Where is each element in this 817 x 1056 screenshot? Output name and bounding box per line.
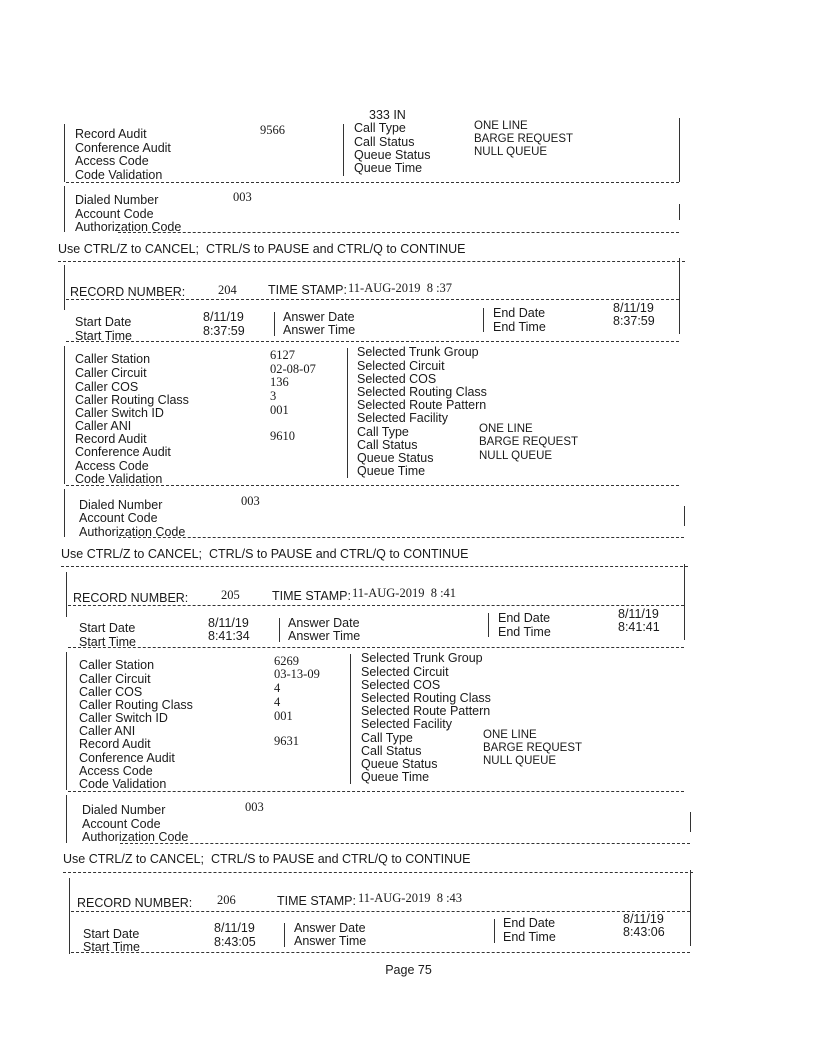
end-sep-bar bbox=[494, 919, 495, 943]
caller-rule bbox=[66, 485, 679, 486]
time-stamp-value: 11-AUG-2019 8 :41 bbox=[352, 586, 457, 600]
end-time-value: 8:37:59 bbox=[613, 314, 655, 328]
start-date-label: Start Date bbox=[75, 315, 132, 329]
record-header-rule bbox=[66, 299, 679, 300]
answer-sep-bar bbox=[284, 923, 285, 947]
fragment-call-type-value: ONE LINE bbox=[474, 120, 528, 132]
code-validation-label: Code Validation bbox=[79, 777, 167, 791]
answer-date-label: Answer Date bbox=[294, 921, 366, 935]
fragment-top-label: 333 IN bbox=[369, 108, 406, 122]
fragment-dialed-bar bbox=[64, 186, 65, 232]
start-time-label: Start Time bbox=[79, 635, 136, 649]
end-time-label: End Time bbox=[503, 930, 556, 944]
end-sep-bar bbox=[483, 308, 484, 332]
caller-left-bar bbox=[64, 346, 65, 484]
call-type-label: Call Type bbox=[357, 425, 409, 439]
fragment-access-code-label: Access Code bbox=[75, 154, 149, 168]
call-status-label: Call Status bbox=[357, 438, 418, 452]
call-type-label: Call Type bbox=[361, 731, 413, 745]
answer-sep-bar bbox=[274, 312, 275, 336]
call-status-label: Call Status bbox=[361, 744, 422, 758]
record-audit-label: Record Audit bbox=[79, 737, 151, 751]
authorization-code-label: Authorization Code bbox=[79, 525, 186, 539]
queue-status-value: NULL QUEUE bbox=[479, 450, 553, 462]
queue-status-label: Queue Status bbox=[361, 757, 438, 771]
dialed-right-bar bbox=[684, 506, 685, 526]
fragment-right-bar bbox=[679, 118, 680, 182]
record-number-label: RECORD NUMBER: bbox=[70, 285, 186, 299]
fragment-authorization-code-label: Authorization Code bbox=[75, 220, 182, 234]
end-sep-bar bbox=[488, 613, 489, 637]
time-stamp-label: TIME STAMP: bbox=[272, 589, 351, 603]
caller-station-label: Caller Station bbox=[75, 352, 151, 366]
caller-routing-class-value: 4 bbox=[274, 695, 281, 709]
selected-circuit-label: Selected Circuit bbox=[357, 359, 445, 373]
account-code-label: Account Code bbox=[79, 511, 158, 525]
time-stamp-value: 11-AUG-2019 8 :37 bbox=[348, 281, 453, 295]
record-number-label: RECORD NUMBER: bbox=[77, 896, 193, 910]
account-code-label: Account Code bbox=[82, 817, 161, 831]
selected-trunk-group-label: Selected Trunk Group bbox=[361, 651, 483, 665]
record-top-rule bbox=[61, 566, 688, 567]
start-date-label: Start Date bbox=[79, 621, 136, 635]
call-status-value: BARGE REQUEST bbox=[479, 436, 579, 448]
queue-status-label: Queue Status bbox=[357, 451, 434, 465]
record-right-bar bbox=[679, 258, 680, 334]
caller-circuit-label: Caller Circuit bbox=[79, 672, 151, 686]
record-header-rule bbox=[71, 911, 690, 912]
queue-status-value: NULL QUEUE bbox=[483, 755, 557, 767]
conference-audit-label: Conference Audit bbox=[75, 445, 171, 459]
caller-circuit-label: Caller Circuit bbox=[75, 366, 147, 380]
caller-ani-label: Caller ANI bbox=[75, 419, 132, 433]
start-time-value: 8:37:59 bbox=[203, 324, 245, 338]
dates-rule bbox=[68, 647, 684, 648]
record-audit-value: 9631 bbox=[274, 734, 299, 748]
call-type-value: ONE LINE bbox=[483, 729, 537, 741]
fragment-divider bbox=[66, 182, 679, 183]
fragment-bottom-divider bbox=[118, 232, 679, 233]
caller-cos-label: Caller COS bbox=[75, 380, 139, 394]
caller-cos-label: Caller COS bbox=[79, 685, 143, 699]
start-date-value: 8/11/19 bbox=[214, 921, 255, 935]
selected-circuit-label: Selected Circuit bbox=[361, 665, 449, 679]
fragment-queue-time-label: Queue Time bbox=[354, 161, 423, 175]
dates-rule bbox=[71, 952, 690, 953]
fragment-call-type-label: Call Type bbox=[354, 121, 406, 135]
caller-station-value: 6269 bbox=[274, 654, 299, 668]
record-top-rule bbox=[63, 872, 693, 873]
caller-routing-class-value: 3 bbox=[270, 389, 277, 403]
dialed-rule bbox=[118, 537, 684, 538]
end-date-value: 8/11/19 bbox=[623, 912, 664, 926]
selected-cos-label: Selected COS bbox=[357, 372, 437, 386]
fragment-record-audit-value: 9566 bbox=[260, 123, 285, 137]
end-date-label: End Date bbox=[493, 306, 546, 320]
record-header-rule bbox=[68, 605, 684, 606]
selected-route-pattern-label: Selected Route Pattern bbox=[357, 398, 487, 412]
fragment-call-status-label: Call Status bbox=[354, 135, 415, 149]
time-stamp-label: TIME STAMP: bbox=[268, 283, 347, 297]
dialed-left-bar bbox=[64, 489, 65, 537]
queue-time-label: Queue Time bbox=[361, 770, 430, 784]
record-left-bar bbox=[64, 265, 65, 310]
caller-rule bbox=[68, 791, 684, 792]
answer-sep-bar bbox=[279, 618, 280, 642]
caller-station-label: Caller Station bbox=[79, 658, 155, 672]
start-time-label: Start Time bbox=[75, 329, 132, 343]
answer-time-label: Answer Time bbox=[294, 934, 367, 948]
record-left-bar bbox=[69, 878, 70, 954]
dialed-number-label: Dialed Number bbox=[82, 803, 166, 817]
caller-circuit-value: 02-08-07 bbox=[270, 362, 316, 376]
caller-switch-id-label: Caller Switch ID bbox=[75, 406, 164, 420]
fragment-account-code-label: Account Code bbox=[75, 207, 154, 221]
continue-prompt: Use CTRL/Z to CANCEL; CTRL/S to PAUSE and CTRL/Q to CONTINUE bbox=[58, 242, 466, 256]
fragment-left-bar bbox=[64, 124, 65, 182]
page-number: Page 75 bbox=[385, 963, 432, 977]
access-code-label: Access Code bbox=[75, 459, 149, 473]
call-type-value: ONE LINE bbox=[479, 423, 533, 435]
end-time-label: End Time bbox=[498, 625, 551, 639]
caller-routing-class-label: Caller Routing Class bbox=[75, 393, 189, 407]
caller-routing-class-label: Caller Routing Class bbox=[79, 698, 193, 712]
caller-ani-label: Caller ANI bbox=[79, 724, 136, 738]
record-audit-label: Record Audit bbox=[75, 432, 147, 446]
caller-switch-id-value: 001 bbox=[270, 403, 289, 417]
fragment-mid-bar bbox=[343, 124, 344, 176]
caller-cos-value: 136 bbox=[270, 375, 289, 389]
fragment-queue-status-label: Queue Status bbox=[354, 148, 431, 162]
answer-time-label: Answer Time bbox=[288, 629, 361, 643]
fragment-conference-audit-label: Conference Audit bbox=[75, 141, 171, 155]
record-number-label: RECORD NUMBER: bbox=[73, 591, 189, 605]
answer-date-label: Answer Date bbox=[283, 310, 355, 324]
call-status-value: BARGE REQUEST bbox=[483, 742, 583, 754]
answer-time-label: Answer Time bbox=[283, 323, 356, 337]
fragment-call-status-value: BARGE REQUEST bbox=[474, 133, 574, 145]
end-date-value: 8/11/19 bbox=[618, 607, 659, 621]
fragment-code-validation-label: Code Validation bbox=[75, 168, 163, 182]
caller-switch-id-value: 001 bbox=[274, 709, 293, 723]
caller-switch-id-label: Caller Switch ID bbox=[79, 711, 168, 725]
dialed-number-label: Dialed Number bbox=[79, 498, 163, 512]
record-top-rule bbox=[58, 261, 685, 262]
dialed-rule bbox=[120, 843, 690, 844]
authorization-code-label: Authorization Code bbox=[82, 830, 189, 844]
access-code-label: Access Code bbox=[79, 764, 153, 778]
record-left-bar bbox=[66, 572, 67, 617]
selected-trunk-group-label: Selected Trunk Group bbox=[357, 345, 479, 359]
selected-sep-bar bbox=[350, 654, 351, 784]
selected-sep-bar bbox=[347, 348, 348, 478]
fragment-dialed-number-label: Dialed Number bbox=[75, 193, 159, 207]
dialed-number-value: 003 bbox=[241, 494, 260, 508]
end-date-label: End Date bbox=[498, 611, 551, 625]
dialed-number-value: 003 bbox=[245, 800, 264, 814]
record-number-value: 205 bbox=[221, 588, 240, 602]
answer-date-label: Answer Date bbox=[288, 616, 360, 630]
start-time-label: Start Time bbox=[83, 940, 140, 954]
caller-circuit-value: 03-13-09 bbox=[274, 667, 320, 681]
dates-rule bbox=[66, 341, 679, 342]
start-date-value: 8/11/19 bbox=[208, 616, 249, 630]
fragment-dialed-number-value: 003 bbox=[233, 190, 252, 204]
caller-cos-value: 4 bbox=[274, 681, 281, 695]
fragment-dialed-right-bar bbox=[679, 204, 680, 220]
record-right-bar bbox=[684, 564, 685, 640]
continue-prompt: Use CTRL/Z to CANCEL; CTRL/S to PAUSE and CTRL/Q to CONTINUE bbox=[63, 852, 471, 866]
end-date-label: End Date bbox=[503, 916, 556, 930]
record-number-value: 204 bbox=[218, 283, 237, 297]
caller-station-value: 6127 bbox=[270, 348, 295, 362]
start-date-value: 8/11/19 bbox=[203, 310, 244, 324]
fragment-queue-status-value: NULL QUEUE bbox=[474, 146, 548, 158]
selected-facility-label: Selected Facility bbox=[357, 411, 449, 425]
code-validation-label: Code Validation bbox=[75, 472, 163, 486]
time-stamp-label: TIME STAMP: bbox=[277, 894, 356, 908]
selected-route-pattern-label: Selected Route Pattern bbox=[361, 704, 491, 718]
continue-prompt: Use CTRL/Z to CANCEL; CTRL/S to PAUSE and CTRL/Q to CONTINUE bbox=[61, 547, 469, 561]
record-audit-value: 9610 bbox=[270, 429, 295, 443]
queue-time-label: Queue Time bbox=[357, 464, 426, 478]
dialed-left-bar bbox=[66, 795, 67, 843]
selected-routing-class-label: Selected Routing Class bbox=[361, 691, 491, 705]
caller-left-bar bbox=[66, 652, 67, 790]
record-right-bar bbox=[690, 870, 691, 946]
selected-facility-label: Selected Facility bbox=[361, 717, 453, 731]
start-date-label: Start Date bbox=[83, 927, 140, 941]
start-time-value: 8:43:05 bbox=[214, 935, 256, 949]
time-stamp-value: 11-AUG-2019 8 :43 bbox=[358, 891, 463, 905]
dialed-right-bar bbox=[690, 812, 691, 832]
end-time-label: End Time bbox=[493, 320, 546, 334]
selected-routing-class-label: Selected Routing Class bbox=[357, 385, 487, 399]
end-date-value: 8/11/19 bbox=[613, 301, 654, 315]
start-time-value: 8:41:34 bbox=[208, 629, 250, 643]
end-time-value: 8:43:06 bbox=[623, 925, 665, 939]
conference-audit-label: Conference Audit bbox=[79, 751, 175, 765]
end-time-value: 8:41:41 bbox=[618, 620, 660, 634]
selected-cos-label: Selected COS bbox=[361, 678, 441, 692]
record-number-value: 206 bbox=[217, 893, 236, 907]
fragment-record-audit-label: Record Audit bbox=[75, 127, 147, 141]
